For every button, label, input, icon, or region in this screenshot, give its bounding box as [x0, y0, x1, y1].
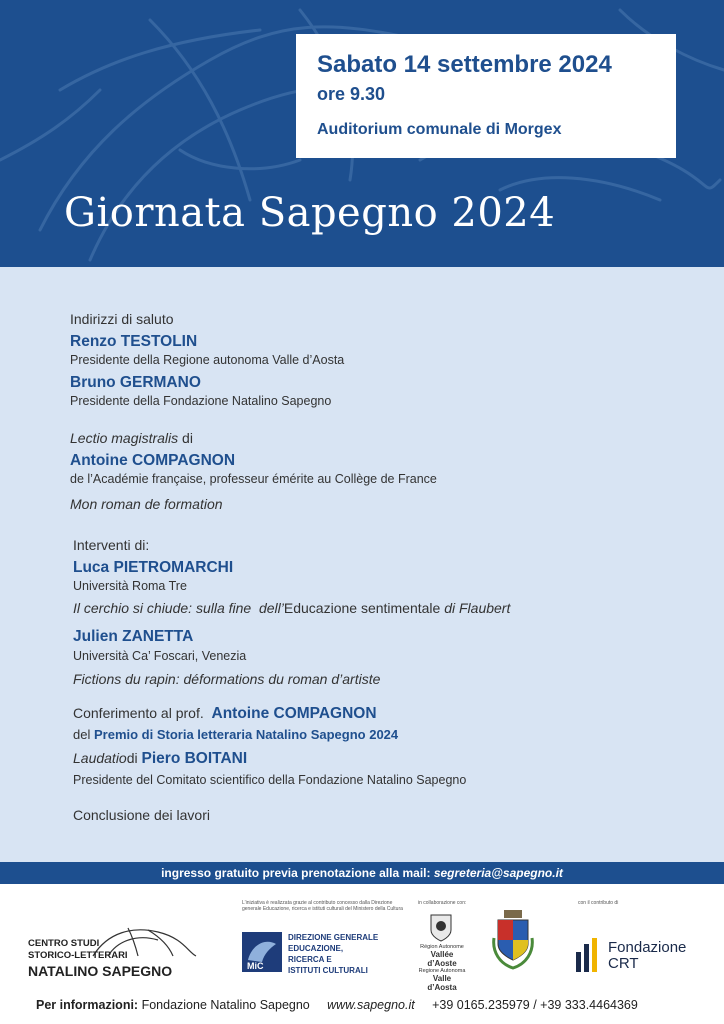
mic-line: DIREZIONE GENERALE [288, 933, 379, 942]
laudatio-line [73, 750, 247, 768]
laudatio-label: Laudatio [73, 750, 127, 766]
talks-label: Interventi di: [73, 537, 150, 553]
speaker-role: Presidente della Fondazione Natalino Sapegno [70, 394, 332, 408]
speaker-affiliation: Università Ca’ Foscari, Venezia [73, 649, 247, 663]
centro-studi-logo [28, 922, 200, 980]
event-venue: Auditorium comunale di Morgex [317, 121, 562, 138]
talk-title-part: Educazione sentimentale [283, 600, 441, 616]
logo-line: NATALINO SAPEGNO [28, 963, 173, 979]
lectio-speaker-role: de l’Académie française, professeur émérite au Collège de France [70, 472, 437, 486]
regione-line: Valle d’Aosta [427, 974, 457, 992]
info-website-link[interactable]: www.sapegno.it [327, 998, 415, 1012]
speaker-affiliation: Università Roma Tre [73, 579, 187, 593]
mic-line: EDUCAZIONE, [288, 944, 344, 953]
registration-email[interactable]: segreteria@sapegno.it [433, 866, 563, 880]
collab-note: in collaborazione con: [418, 900, 467, 906]
crt-line: CRT [608, 955, 639, 972]
regione-text [418, 944, 466, 992]
lectio-label-rest: di [178, 430, 193, 446]
page-title: Giornata Sapegno 2024 [64, 190, 556, 236]
closing: Conclusione dei lavori [73, 807, 210, 823]
logo-line: STORICO-LETTERARI [28, 950, 128, 961]
info-phone: +39 0165.235979 / +39 333.4464369 [432, 998, 638, 1012]
event-date: Sabato 14 settembre 2024 [317, 51, 612, 78]
laudatio-di: di [126, 750, 138, 766]
speaker-name: Renzo TESTOLIN [70, 333, 198, 350]
award-name: Antoine COMPAGNON [211, 705, 377, 722]
registration-text: ingresso gratuito previa prenotazione alla mail: [161, 866, 434, 880]
regione-line: Regione Autonoma [418, 968, 466, 974]
date-box [296, 34, 676, 158]
lectio-label [70, 430, 193, 446]
contrib-note: con il contributo di [578, 900, 619, 906]
regione-line: Vallée d’Aoste [427, 950, 457, 968]
speaker-role: Presidente della Regione autonoma Valle d’Aosta [70, 353, 345, 367]
talk-title-part: Il cerchio si chiude: sulla fine dell’ [73, 600, 284, 616]
mic-text [288, 932, 378, 976]
footer [0, 884, 724, 1024]
mic-logo-icon [242, 932, 282, 972]
crt-line: Fondazione [608, 939, 687, 956]
registration-band [0, 862, 724, 884]
greetings-label: Indirizzi di saluto [70, 311, 174, 327]
event-time: ore 9.30 [317, 84, 386, 104]
lectio-speaker-name: Antoine COMPAGNON [70, 452, 236, 469]
speaker-name: Bruno GERMANO [70, 374, 201, 391]
logo-line: CENTRO STUDI [28, 938, 100, 949]
lectio-label-italic: Lectio magistralis [70, 430, 179, 446]
prize-del: del [73, 727, 91, 742]
info-org: Fondazione Natalino Sapegno [141, 998, 310, 1012]
crt-text [608, 940, 686, 972]
prize-name: Premio di Storia letteraria Natalino Sapegno 2024 [93, 727, 399, 742]
speaker-name: Julien ZANETTA [73, 628, 194, 645]
speaker-name: Luca PIETROMARCHI [73, 559, 234, 576]
talk-title-part: di Flaubert [440, 600, 511, 616]
talk-title: Fictions du rapin: déformations du roman d’artiste [73, 671, 381, 687]
regione-crest-icon [430, 914, 452, 942]
prize-line [73, 727, 398, 742]
mic-line: RICERCA E [288, 955, 332, 964]
mic-line: ISTITUTI CULTURALI [288, 966, 368, 975]
award-pre: Conferimento al prof. [73, 705, 204, 721]
laudatio-role: Presidente del Comitato scientifico della Fondazione Natalino Sapegno [73, 773, 467, 787]
regione-line: Région Autonome [420, 944, 464, 950]
mic-badge: MiC [247, 961, 264, 971]
laudatio-name: Piero BOITANI [141, 750, 248, 767]
info-line [36, 998, 638, 1012]
lectio-title: Mon roman de formation [70, 496, 223, 512]
header-banner [0, 0, 724, 267]
info-label: Per informazioni: [36, 998, 139, 1012]
crt-logo-icon [576, 938, 604, 972]
morgex-crest-icon [490, 908, 536, 970]
talk-title [73, 600, 510, 616]
award-line [73, 705, 377, 723]
mic-note: L’iniziativa è realizzata grazie al contributo concesso dalla Direzione generale Educazione, ricerca e istituti culturali del Ministero della Cultura [242, 900, 403, 912]
